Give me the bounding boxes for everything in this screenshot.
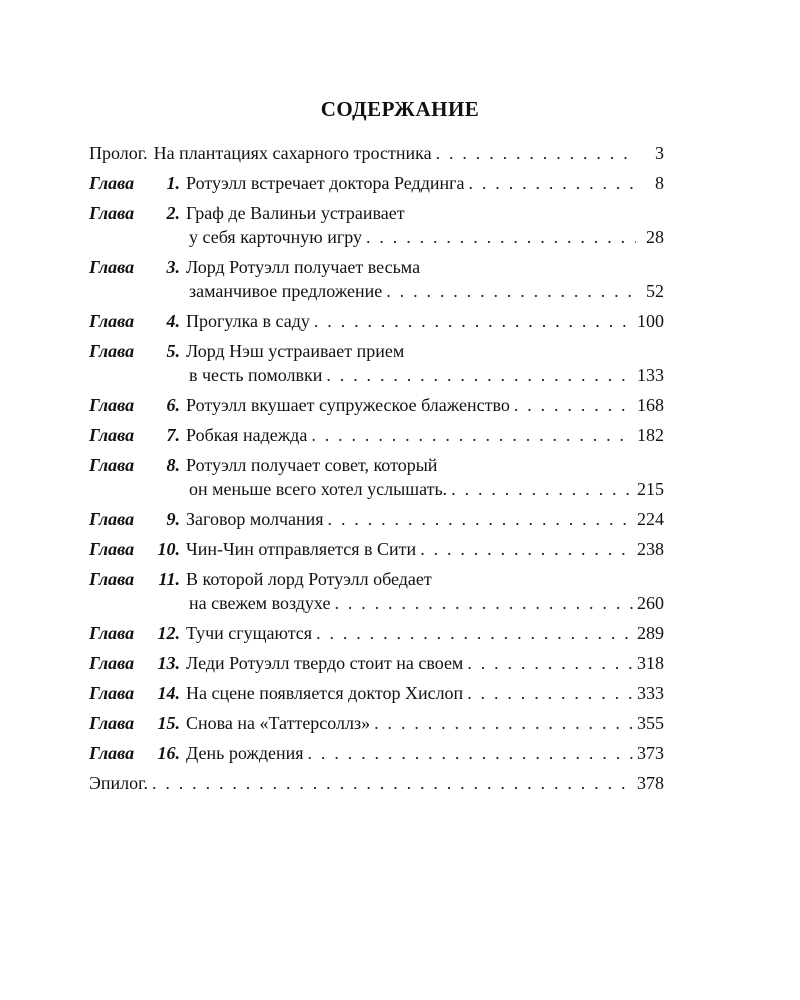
chapter-title: В которой лорд Ротуэлл обедает xyxy=(186,569,432,589)
chapter-label xyxy=(89,537,182,561)
chapter-number: 10. xyxy=(157,539,180,559)
chapter-number: 7. xyxy=(166,425,180,445)
chapter-word: Глава xyxy=(89,455,135,475)
epilogue-label: Эпилог. xyxy=(89,773,148,793)
chapter-word: Глава xyxy=(89,425,135,445)
chapter-number: 3. xyxy=(166,257,180,277)
leader-dots xyxy=(152,771,633,795)
chapter-word: Глава xyxy=(89,203,135,223)
page-number: 318 xyxy=(637,653,664,673)
leader-dots xyxy=(514,393,633,417)
chapter-word: Глава xyxy=(89,743,135,763)
toc-entry-chapter xyxy=(89,567,664,615)
chapter-label xyxy=(89,651,182,675)
toc-entry-chapter xyxy=(89,507,664,531)
chapter-title: Лорд Нэш устраивает прием xyxy=(186,341,405,361)
chapter-number: 1. xyxy=(166,173,180,193)
chapter-number: 6. xyxy=(166,395,180,415)
leader-dots xyxy=(469,171,637,195)
chapter-label xyxy=(89,507,182,531)
toc-entry-epilogue xyxy=(89,771,664,795)
toc-entry-chapter xyxy=(89,651,664,675)
page-number: 355 xyxy=(637,713,664,733)
chapter-number: 15. xyxy=(157,713,180,733)
leader-dots xyxy=(326,363,633,387)
chapter-word: Глава xyxy=(89,683,135,703)
toc-entry-chapter xyxy=(89,741,664,765)
page-title: СОДЕРЖАНИЕ xyxy=(320,97,480,121)
chapter-label xyxy=(89,741,182,765)
leader-dots xyxy=(334,591,633,615)
chapter-title: Ротуэлл встречает доктора Реддинга xyxy=(186,173,465,193)
chapter-label xyxy=(89,423,182,447)
leader-dots xyxy=(314,309,633,333)
chapter-word: Глава xyxy=(89,395,135,415)
chapter-title: Ротуэлл вкушает супружеское блаженство xyxy=(186,395,510,415)
chapter-number: 4. xyxy=(166,311,180,331)
chapter-label xyxy=(89,681,182,705)
toc-entry-chapter xyxy=(89,393,664,417)
chapter-title: он меньше всего хотел услышать. xyxy=(189,479,448,499)
chapter-label xyxy=(89,309,182,333)
leader-dots xyxy=(436,141,636,165)
chapter-number: 16. xyxy=(157,743,180,763)
chapter-word: Глава xyxy=(89,653,135,673)
page-number: 289 xyxy=(637,623,664,643)
chapter-label xyxy=(89,711,182,735)
page-number: 8 xyxy=(655,173,664,193)
chapter-title: Робкая надежда xyxy=(186,425,308,445)
page-number: 182 xyxy=(637,425,664,445)
toc-entry-chapter xyxy=(89,309,664,333)
chapter-label xyxy=(89,621,182,645)
chapter-title: на свежем воздухе xyxy=(189,593,331,613)
chapter-title: Тучи сгущаются xyxy=(186,623,313,643)
chapter-number: 8. xyxy=(166,455,180,475)
chapter-word: Глава xyxy=(89,713,135,733)
chapter-title: Заговор молчания xyxy=(186,509,324,529)
leader-dots xyxy=(467,681,633,705)
chapter-word: Глава xyxy=(89,539,135,559)
chapter-title: в честь помолвки xyxy=(189,365,323,385)
chapter-label xyxy=(89,339,182,363)
toc-entry-chapter xyxy=(89,255,664,303)
toc-entry-chapter xyxy=(89,711,664,735)
chapter-title: Снова на «Таттерсоллз» xyxy=(186,713,371,733)
toc-entry-chapter xyxy=(89,171,664,195)
chapter-label xyxy=(89,171,182,195)
page-number: 224 xyxy=(637,509,664,529)
page-number: 215 xyxy=(637,479,664,499)
leader-dots xyxy=(316,621,633,645)
page-number: 28 xyxy=(646,227,664,247)
chapter-number: 14. xyxy=(157,683,180,703)
chapter-title: День рождения xyxy=(186,743,304,763)
chapter-word: Глава xyxy=(89,569,135,589)
toc-entry-chapter xyxy=(89,339,664,387)
chapter-word: Глава xyxy=(89,623,135,643)
chapter-title: заманчивое предложение xyxy=(189,281,383,301)
prologue-title: На плантациях сахарного тростника xyxy=(153,143,432,163)
chapter-number: 11. xyxy=(158,569,180,589)
chapter-title: Граф де Валиньи устраивает xyxy=(186,203,405,223)
page-number: 260 xyxy=(637,593,664,613)
leader-dots xyxy=(308,741,633,765)
chapter-title: у себя карточную игру xyxy=(189,227,362,247)
toc-entry-chapter xyxy=(89,201,664,249)
leader-dots xyxy=(467,651,633,675)
toc-entry-chapter xyxy=(89,621,664,645)
chapter-word: Глава xyxy=(89,509,135,529)
toc-entry-chapter xyxy=(89,681,664,705)
toc-entry-chapter xyxy=(89,453,664,501)
page-number: 133 xyxy=(637,365,664,385)
chapter-title: Прогулка в саду xyxy=(186,311,310,331)
chapter-label xyxy=(89,567,182,591)
page-number: 3 xyxy=(655,143,664,163)
toc-entry-prologue xyxy=(89,141,664,165)
chapter-number: 9. xyxy=(166,509,180,529)
chapter-number: 5. xyxy=(166,341,180,361)
page-number: 373 xyxy=(637,743,664,763)
leader-dots xyxy=(386,279,636,303)
leader-dots xyxy=(420,537,633,561)
chapter-number: 12. xyxy=(157,623,180,643)
chapter-label xyxy=(89,453,182,477)
leader-dots xyxy=(311,423,633,447)
toc-entry-chapter xyxy=(89,423,664,447)
leader-dots xyxy=(366,225,636,249)
page-number: 100 xyxy=(637,311,664,331)
table-of-contents xyxy=(89,141,664,801)
leader-dots xyxy=(328,507,633,531)
toc-entry-chapter xyxy=(89,537,664,561)
chapter-number: 2. xyxy=(166,203,180,223)
leader-dots xyxy=(451,477,633,501)
page-number: 378 xyxy=(637,773,664,793)
chapter-title: Чин-Чин отправляется в Сити xyxy=(186,539,417,559)
page-number: 238 xyxy=(637,539,664,559)
chapter-title: На сцене появляется доктор Хислоп xyxy=(186,683,464,703)
chapter-title: Лорд Ротуэлл получает весьма xyxy=(186,257,421,277)
chapter-number: 13. xyxy=(157,653,180,673)
chapter-label xyxy=(89,393,182,417)
page-number: 333 xyxy=(637,683,664,703)
chapter-title: Ротуэлл получает совет, который xyxy=(186,455,438,475)
prologue-label: Пролог. xyxy=(89,143,148,163)
leader-dots xyxy=(374,711,633,735)
chapter-word: Глава xyxy=(89,173,135,193)
chapter-word: Глава xyxy=(89,311,135,331)
chapter-label xyxy=(89,201,182,225)
chapter-word: Глава xyxy=(89,341,135,361)
chapter-label xyxy=(89,255,182,279)
page-number: 52 xyxy=(646,281,664,301)
page-number: 168 xyxy=(637,395,664,415)
chapter-title: Леди Ротуэлл твердо стоит на своем xyxy=(186,653,464,673)
chapter-word: Глава xyxy=(89,257,135,277)
